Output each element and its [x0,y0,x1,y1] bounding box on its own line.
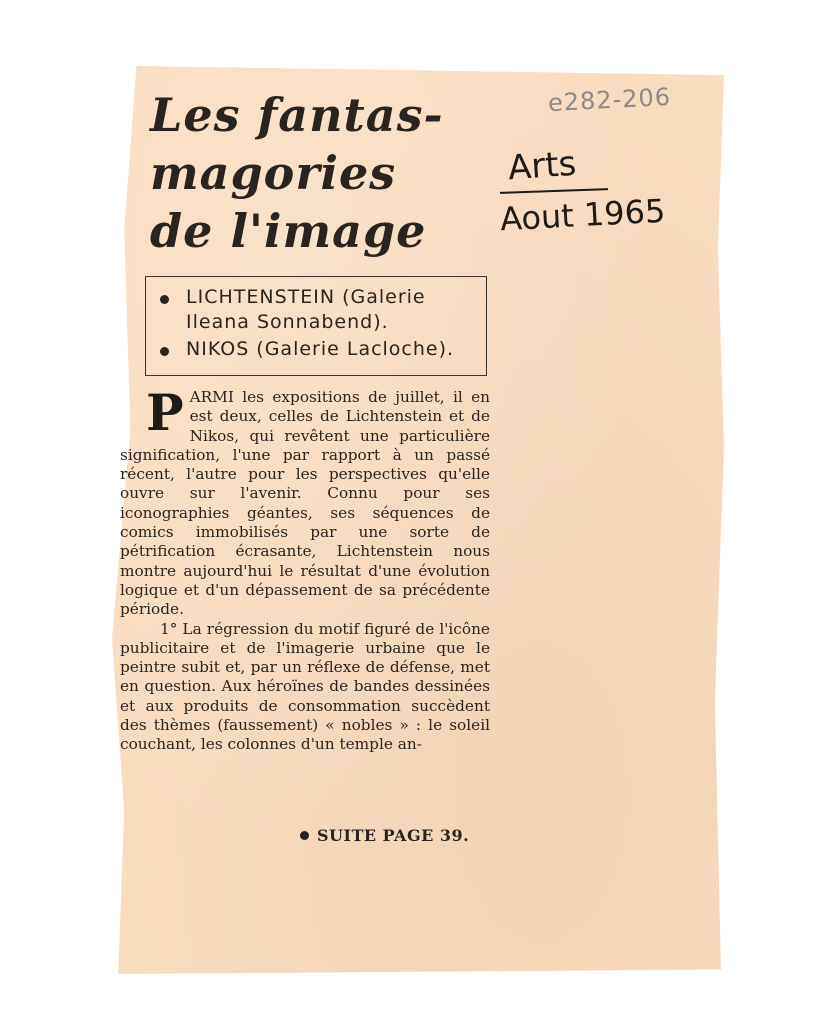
continued-note [300,826,469,845]
exhibition-2-line-1: NIKOS (Galerie Lacloche). [186,338,455,360]
article-paragraph-2: 1° La régression du motif figuré de l'icône publicitaire et de l'imagerie urbaine que le peintre subit et, par un réflexe de défense, met en question. Aux héroïnes de bandes dessinées et aux produits de consommation succèdent des thèmes (faussement) « nobles » : le soleil couchant, les colonnes d'un temple an- [120,619,490,754]
exhibition-1-line-1: LICHTENSTEIN (Galerie [186,286,426,308]
date-annotation: Aout 1965 [499,191,667,239]
drop-cap: P [146,383,184,442]
headline-line-3: de l'image [150,204,427,258]
headline-line-1: Les fantas- [150,88,444,142]
exhibition-1-line-2: Ileana Sonnabend). [186,311,389,333]
bullet-icon [160,347,169,356]
exhibitions-box [145,276,487,376]
bullet-icon [160,295,169,304]
article-body [120,383,490,755]
bullet-icon [300,831,309,840]
headline-line-2: magories [150,146,397,200]
archive-code-annotation: e282-206 [547,82,672,118]
article-paragraph-1: ARMI les expositions de juillet, il en est deux, celles de Lichtenstein et de Nikos, qui revêtent une particulière signification, l'une par rapport à un passé récent, l'autre pour les perspectives qu'elle ouvre sur l'avenir. Connu pour ses iconographies géantes, ses séquences de comics immobilisés par une sorte de pétrification écrasante, Lichtenstein nous montre aujourd'hui le résultat d'une évolution logique et d'un dépassement de sa précédente période. [120,388,490,619]
source-annotation: Arts [506,143,578,189]
continued-label: SUITE PAGE 39. [317,826,470,845]
article-headline [150,86,500,260]
